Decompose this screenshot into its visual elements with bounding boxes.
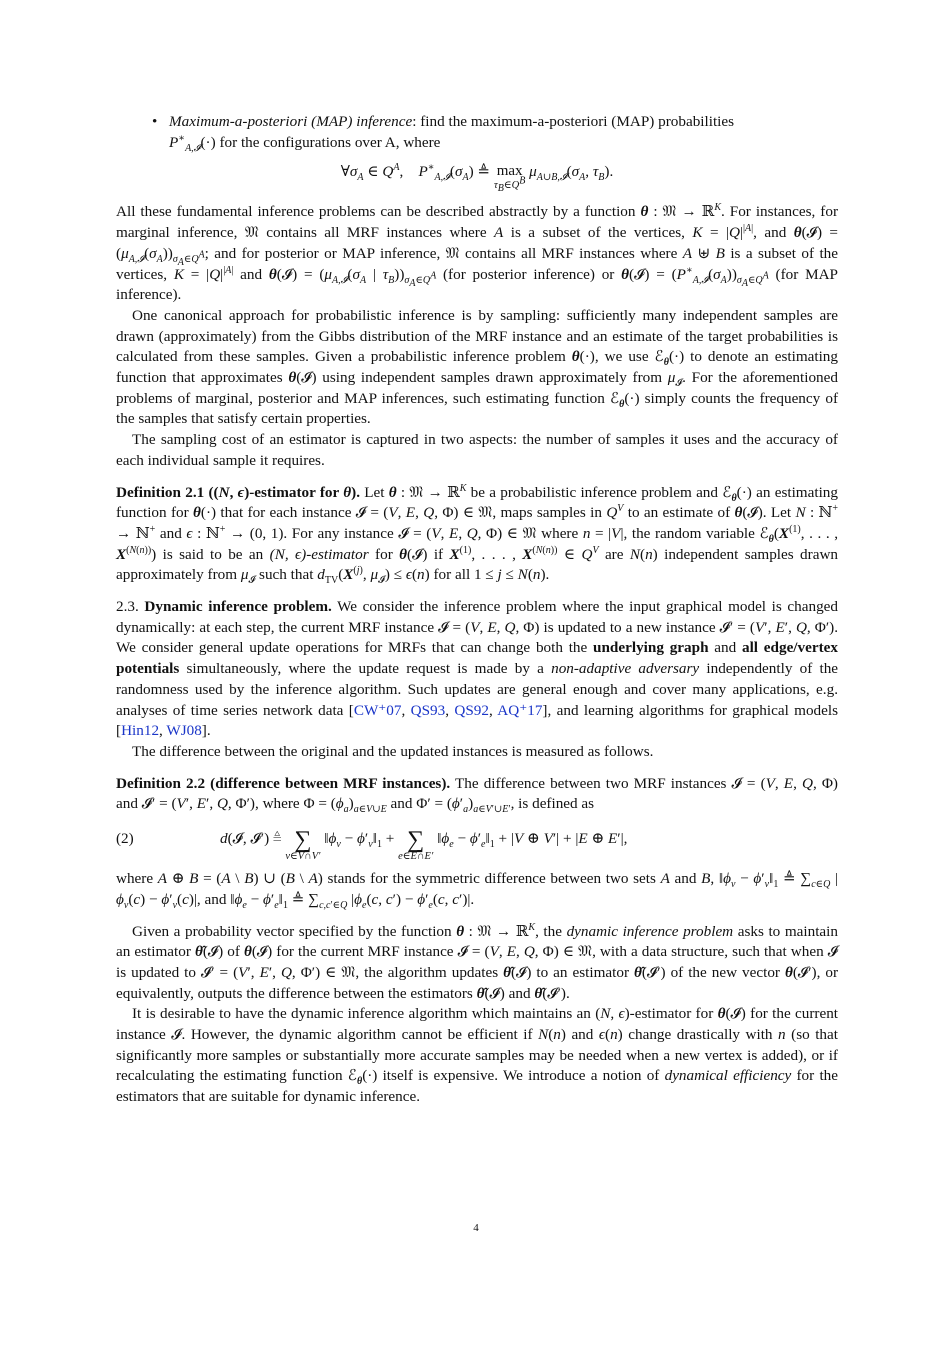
def22-label: Definition 2.2 [116, 774, 206, 792]
paragraph-abstract-function: All these fundamental inference problems can be described abstractly by a function θ : 𝔐 → ℝ$^K$. For instances, for marginal inference, 𝔐 contains all MRF instances where A is a subset of the vertices, $K = |Q|^{|A|}$, and θ(𝓘) = $(\mu_{A,𝓘}(\sigma_A))_{\sigma_A\in Q^A}$; and for posterior or MAP inference, 𝔐 contains all MRF instances where A ⊎ B is a subset of the vertices, $K = |Q|^{|A|}$ and θ(𝓘) = ($\mu_{A,𝓘}(\sigma_A$ | $\tau_B))_{\sigma_A\in Q^A}$ (for posterior inference) or θ(𝓘) = $(P^∗_{A,𝓘}(\sigma_A))_{\sigma_A\in Q^A}$ (for MAP inference). [116, 202, 839, 304]
def21-label: Definition 2.1 [116, 483, 205, 501]
section-2-3: 2.3. Dynamic inference problem. We consider the inference problem where the input graphical model is changed dynamically: at each step, the current MRF instance 𝓘 = (V, E, Q, Φ) is updated to a new instance 𝓘′ = (V′, E′, Q, Φ′). We consider general update operations for MRFs that can change both the underlying graph and all edge/vertex potentials simultaneously, where the update request is made by a non-adaptive adversary independently of the randomness used by the inference algorithm. Such updates are general enough and cover many applications, e.g. analyses of time series network data [CW⁺07, QS93, QS92, AQ⁺17], and learning algorithms for graphical models [Hin12, WJ08]. [116, 598, 839, 740]
text-and: and [714, 639, 737, 657]
sum-edges: ∑ e∈E∩E′ [398, 827, 434, 863]
italic-adversary: non-adaptive adversary [551, 660, 700, 678]
paragraph-dynamic-problem: Given a probability vector specified by the function θ : 𝔐 → ℝ$^K$, the dynamic inference problem asks to maintain an estimator θ̂(𝓘) of θ(𝓘) for the current MRF instance 𝓘 = (V, E, Q, Φ) ∈ 𝔐, with a data structure, such that when 𝓘 is updated to 𝓘′ = (V′, E′, Q, Φ′) ∈ 𝔐, the algorithm updates θ̂(𝓘) to an estimator θ̂(𝓘′) of the new vector θ(𝓘′), or equivalently, outputs the difference between the estimators θ̂(𝓘) and θ̂(𝓘′). [116, 921, 839, 1002]
text-learning: ], and learning algorithms for graphical models [ [116, 701, 839, 740]
italic-dynamic-inference: dynamic inference problem [566, 922, 734, 940]
italic-dynamical-efficiency: dynamical efficiency [664, 1067, 792, 1085]
text-simultaneously: simultaneously, where the update request is made by a [186, 660, 544, 678]
map-inference-bullet [116, 112, 838, 153]
map-equation: $\forall\sigma_A$ ∈ $Q^A$, $P^∗_{A,𝓘}(\sigma_A)$ ≜ max $\tau_B\in Q^B$ $\mu_{A\cup B,𝓘}(\sigma_A$, $\tau_B$). [340, 162, 614, 195]
bold-potentials: all edge/vertex potentials [116, 639, 838, 678]
bullet-text-a: : find the maximum-a-posteriori (MAP) probabilities [412, 113, 735, 130]
citation-link[interactable]: AQ⁺17 [497, 701, 543, 719]
section-number: 2.3. [116, 598, 139, 616]
equation-number: (2) [116, 830, 134, 848]
page-number: 4 [473, 1222, 479, 1234]
citation-link[interactable]: QS92 [454, 701, 489, 719]
equation-2 [116, 821, 838, 865]
paper-body [116, 112, 838, 1108]
paragraph-symmetric-difference: where A ⊕ B = (A \ B) ∪ (B \ A) stands for the symmetric difference between two sets A and B, $‖\phi_v$ − $\phi'_v‖_1$ ≜ $\sum_{c\in Q}$ $|\phi_v(c) - \phi'_v(c)|$, and $‖\phi_e$ − $\phi'_e‖_1$ ≜ $\sum_{c,c'\in Q}$ $|\phi_e(c$, $c') - \phi'_e(c$, c′)|. [116, 870, 839, 911]
sum-vertices: ∑ v∈V∩V′ [285, 827, 321, 863]
bullet-title: Maximum-a-posteriori (MAP) inference [169, 113, 413, 130]
def21-title: ((N, ϵ)-estimator for θ). [208, 483, 360, 501]
bullet-dot: • [152, 113, 158, 130]
citation-link[interactable]: QS93 [410, 701, 446, 719]
bullet-text-b: for the configurations over A, where [219, 133, 441, 151]
equation-body: d(𝓘, 𝓘′) ≜ ∑ v∈V∩V′ $‖\phi_v$ − $\phi'_v‖_1$ + ∑ e∈E∩E′ $‖\phi_e$ − $\phi'_e‖_1 + |V$ ⊕ V′| + |E ⊕ E′|, [220, 827, 628, 863]
text-close-bracket: ]. [201, 722, 211, 740]
section-title: Dynamic inference problem. [144, 598, 332, 616]
paragraph-sampling-cost: The sampling cost of an estimator is captured in two aspects: the number of samples it uses and the accuracy of each individual sample it requires. [116, 431, 838, 469]
citation-link[interactable]: WJ08 [166, 722, 202, 740]
citation-link[interactable]: Hin12 [121, 722, 160, 740]
max-operator: max $\tau_B\in Q^B$ [493, 163, 526, 195]
text-independently: independently of the randomness used by the inference algorithm. Such updates are general enough and cover many applications, e.g. analyses of time series network data [ [116, 660, 839, 719]
definition-2-2: Definition 2.2 (difference between MRF instances). The difference between two MRF instances 𝓘 = (V, E, Q, Φ) and 𝓘′ = (V′, E′, Q, Φ′), where $\Phi = (\phi_a)_{a\in V\cup E}$ and $\Phi' = (\phi'_a)_{a\in V'\cup E'}$, is defined as [116, 774, 838, 816]
text-closing: for the estimators that are suitable for dynamic inference. [116, 1067, 838, 1106]
bold-underlying-graph: underlying graph [593, 639, 709, 657]
citation-link[interactable]: CW⁺07 [353, 701, 402, 719]
paragraph-difference-intro: The difference between the original and the updated instances is measured as follows. [132, 742, 654, 760]
definition-2-1: Definition 2.1 ((N, ϵ)-estimator for θ). Let θ : 𝔐 → ℝ$^K$ be a probabilistic inference problem and ℰ$_\theta$(·) an estimating function for θ(·) that for each instance 𝓘 = (V, E, Q, Φ) ∈ 𝔐, maps samples in $Q^V$ to an estimate of θ(𝓘). Let N : ℕ+ → ℕ+ and ϵ : ℕ+ → (0, 1). For any instance 𝓘 = (V, E, Q, Φ) ∈ 𝔐 where n = |V|, the random variable $ℰ_\theta(X^{(1)}$, . . . , $X^{(N(n))}$) is said to be an (N, ϵ)-estimator for θ(𝓘) if $X^{(1)}$, . . . , $X^{(N(n))}$ ∈ $Q^V$ are N(n) independent samples drawn approximately from $\mu_𝓘$ such that $d_{TV}(X^{(j)}$, $\mu_𝓘) \le \epsilon(n)$ for all 1 ≤ j ≤ N(n). [116, 482, 839, 587]
def22-title: (difference between MRF instances). [210, 774, 451, 792]
paragraph-dynamic-efficiency: It is desirable to have the dynamic inference algorithm which maintains an (N, ϵ)-estimator for θ(𝓘) for the current instance 𝓘. However, the dynamic algorithm cannot be efficient if N(n) and ϵ(n) change drastically with n (so that significantly more samples or substantially more accurate samples may be needed when a new vertex is added), or if recalculating the estimating function ℰ$_\theta$(·) itself is expensive. We introduce a notion of dynamical efficiency for the estimators that are suitable for dynamic inference. [116, 1005, 839, 1106]
p-star-symbol: $P^∗_{A,𝓘}(\cdot)$ [169, 132, 216, 154]
paragraph-sampling-approach: One canonical approach for probabilistic inference is by sampling: sufficiently many independent samples are drawn (approximately) from the Gibbs distribution of the MRF instance and an estimate of the target probabilities is calculated from these samples. Given a probabilistic inference problem θ(·), we use ℰ$_\theta$(·) to denote an estimating function that approximates θ(𝓘) using independent samples drawn approximately from $\mu_𝓘$. For the aforementioned problems of marginal, posterior and MAP inferences, such estimating function ℰ$_\theta$(·) simply counts the frequency of the samples that satisfy certain properties. [116, 306, 838, 428]
